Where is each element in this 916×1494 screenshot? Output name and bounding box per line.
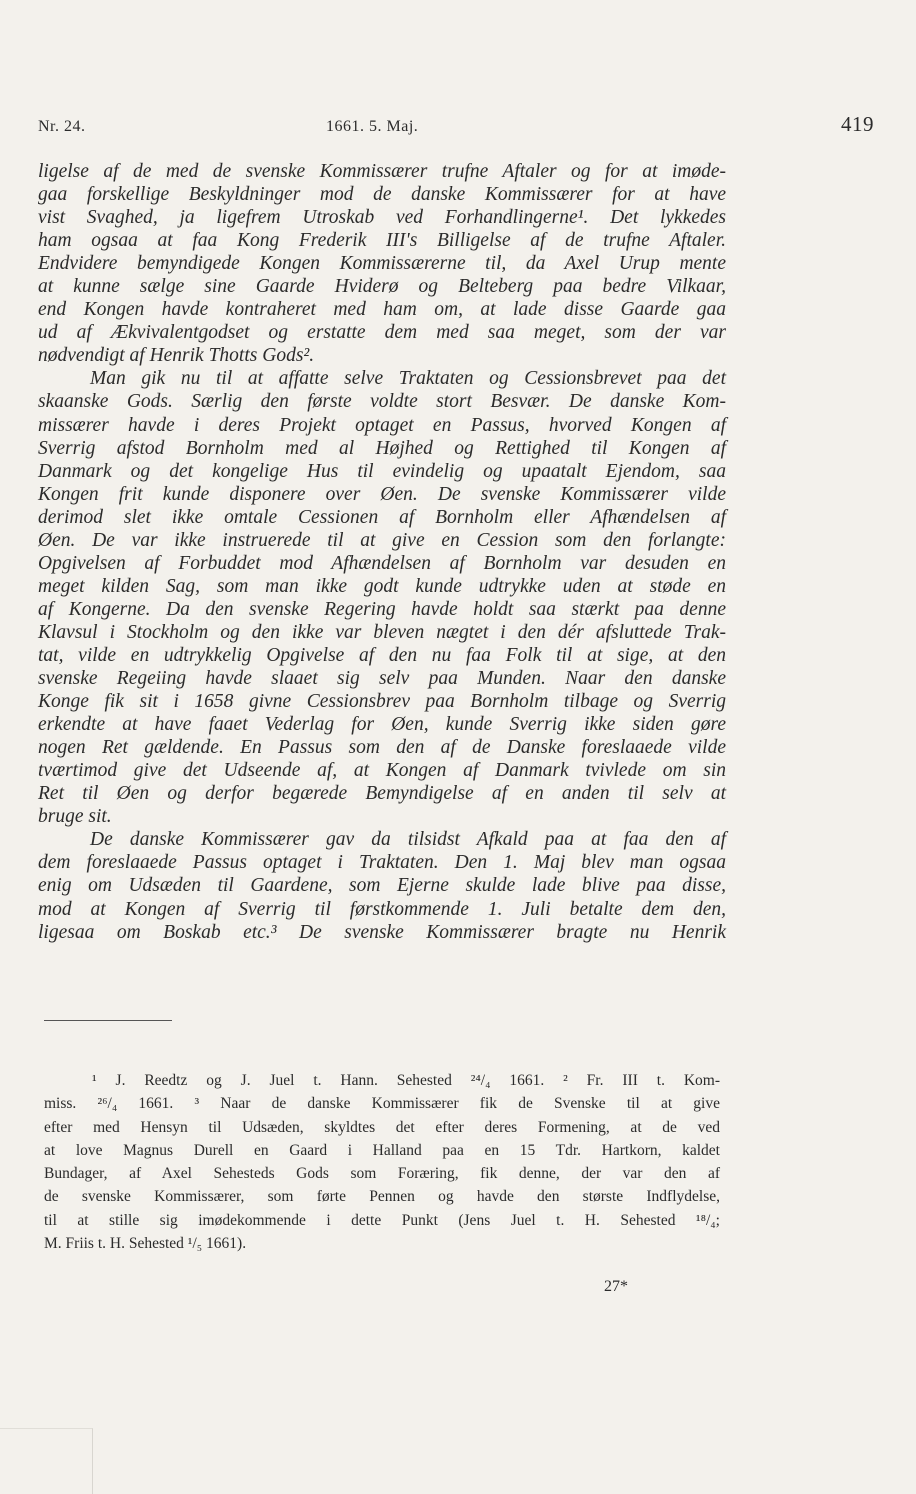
text-line: end Kongen havde kontraheret med ham om, at lade disse Gaarde gaa xyxy=(38,299,726,321)
document-number: Nr. 24. xyxy=(38,118,86,135)
text-line: ligelse af de med de svenske Kommissærer trufne Aftaler og for at imøde- xyxy=(38,161,726,182)
text-line: nogen Ret gældende. En Passus som den af de Danske foreslaaede vilde xyxy=(38,737,726,759)
text-line: ud af Ækvivalentgodset og erstatte dem med saa meget, som der var xyxy=(38,322,726,344)
text-line: tat, vilde en udtrykkelig Opgivelse af den nu faa Folk til at sige, at den xyxy=(38,644,726,666)
text-line: derimod slet ikke omtale Cessionen af Bornholm eller Afhændelsen af xyxy=(38,506,726,528)
footnote-line: Bundager, af Axel Sehesteds Gods som Foræring, fik denne, der var den af xyxy=(44,1165,720,1183)
text-line: Klavsul i Stockholm og den ikke var bleven nægtet i den dér afsluttede Trak- xyxy=(38,621,726,643)
text-line: De danske Kommissærer gav da tilsidst Afkald paa at faa den af xyxy=(90,829,726,851)
text-line: svenske Regeiing havde slaaet sig selv paa Munden. Naar den danske xyxy=(38,668,726,690)
text-line: Ret til Øen og derfor begærede Bemyndigelse af en anden til selv at xyxy=(38,783,726,805)
text-line: Konge fik sit i 1658 givne Cessionsbrev paa Bornholm tilbage og Sverrig xyxy=(38,691,726,713)
text-line: mod at Kongen af Sverrig til førstkommende 1. Juli betalte dem den, xyxy=(38,898,726,920)
text-line: missærer havde i deres Projekt optaget en Passus, hvorved Kongen af xyxy=(38,414,726,436)
text-line: gaa forskellige Beskyldninger mod de danske Kommissærer for at have xyxy=(38,184,726,206)
text-line: Sverrig afstod Bornholm med al Højhed og Rettighed til Kongen af xyxy=(38,437,726,459)
footnote-line: til at stille sig imødekommende i dette Punkt (Jens Juel t. H. Sehested ¹⁸/₄; xyxy=(44,1211,720,1229)
text-line: bruge sit. xyxy=(38,806,112,828)
running-header xyxy=(38,112,874,142)
page-number: 419 xyxy=(841,112,874,136)
footnote-line: efter med Hensyn til Udsæden, skyldtes det efter deres Formening, at de ved xyxy=(44,1118,720,1136)
footnote-divider xyxy=(44,1020,172,1021)
footnote-line: M. Friis t. H. Sehested ¹/₅ 1661). xyxy=(44,1235,247,1253)
text-line: Øen. De var ikke instruerede til at give en Cession som den forlangte: xyxy=(38,529,726,551)
text-line: erkendte at have faaet Vederlag for Øen, kunde Sverrig ikke siden gøre xyxy=(38,714,726,736)
text-line: enig om Udsæden til Gaardene, som Ejerne skulde lade blive paa disse, xyxy=(38,875,726,897)
text-line: ham ogsaa at faa Kong Frederik III's Billigelse af de trufne Aftaler. xyxy=(38,230,726,252)
document-date: 1661. 5. Maj. xyxy=(326,118,419,135)
footnote-line: ¹ J. Reedtz og J. Juel t. Hann. Sehested ²⁴/₄ 1661. ² Fr. III t. Kom- xyxy=(92,1072,720,1089)
footnote-line: miss. ²⁶/₄ 1661. ³ Naar de danske Kommissærer fik de Svenske til at give xyxy=(44,1095,720,1113)
text-line: nødvendigt af Henrik Thotts Gods². xyxy=(38,345,315,367)
text-line: tværtimod give det Udseende af, at Kongen af Danmark tvivlede om sin xyxy=(38,760,726,782)
main-text xyxy=(38,160,726,944)
text-line: meget kilden Sag, som man ikke godt kunde udtrykke uden at støde en xyxy=(38,575,726,597)
text-line: af Kongerne. Da den svenske Regering havde holdt saa stærkt paa denne xyxy=(38,598,726,620)
text-line: skaanske Gods. Særlig den første voldte stort Besvær. De danske Kom- xyxy=(38,391,726,413)
text-line: dem foreslaaede Passus optaget i Traktaten. Den 1. Maj blev man ogsaa xyxy=(38,852,726,874)
text-line: Opgivelsen af Forbuddet mod Afhændelsen af Bornholm var desuden en xyxy=(38,552,726,574)
text-line: Man gik nu til at affatte selve Traktaten og Cessionsbrevet paa det xyxy=(90,368,726,390)
text-line: at kunne sælge sine Gaarde Hviderø og Belteberg paa bedre Vilkaar, xyxy=(38,276,726,298)
footnotes xyxy=(44,1069,720,1255)
scan-edge xyxy=(0,1428,93,1494)
text-line: ligesaa om Boskab etc.³ De svenske Kommissærer bragte nu Henrik xyxy=(38,921,726,943)
text-line: Kongen frit kunde disponere over Øen. De svenske Kommissærer vilde xyxy=(38,483,726,505)
footnote-line: at love Magnus Durell en Gaard i Halland paa en 15 Tdr. Hartkorn, kaldet xyxy=(44,1141,720,1159)
text-line: vist Svaghed, ja ligefrem Utroskab ved Forhandlingerne¹. Det lykkedes xyxy=(38,207,726,229)
text-line: Danmark og det kongelige Hus til evindelig og upaatalt Ejendom, saa xyxy=(38,460,726,482)
text-line: Endvidere bemyndigede Kongen Kommissærerne til, da Axel Urup mente xyxy=(38,253,726,275)
signature-mark: 27* xyxy=(604,1278,628,1295)
footnote-line: de svenske Kommissærer, som førte Pennen og havde den største Indflydelse, xyxy=(44,1188,720,1206)
